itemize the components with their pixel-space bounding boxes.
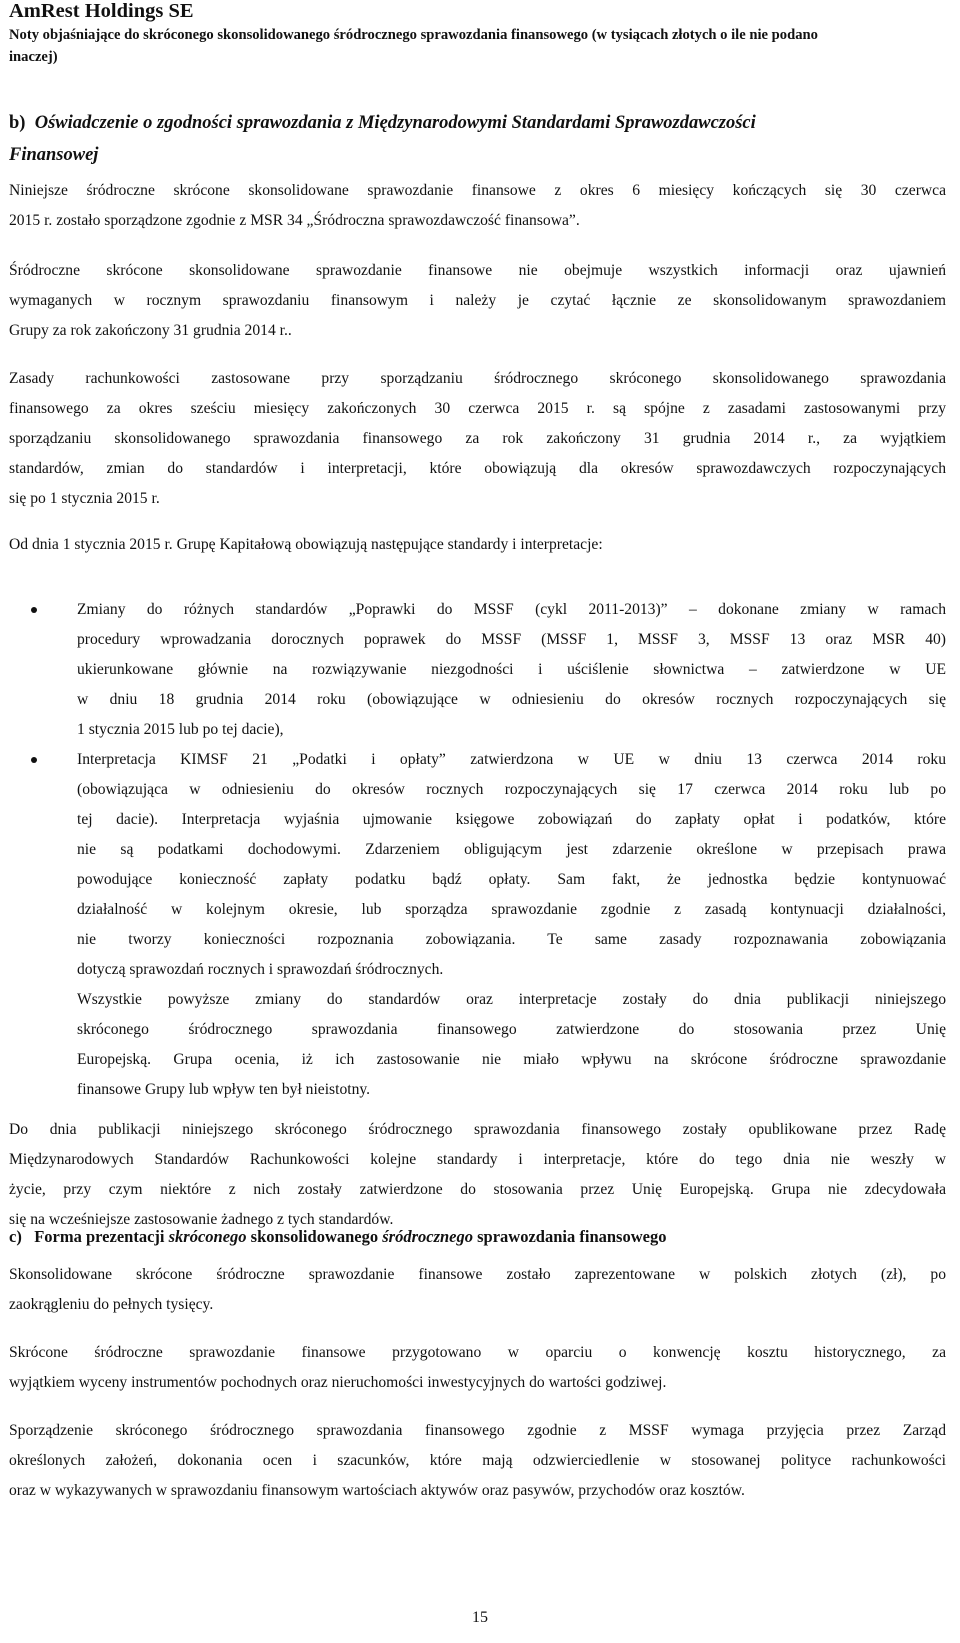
text-line: Interpretacja KIMSF 21 „Podatki i opłaty” zatwierdzona w UE w dniu 13 czerwca 2014 roku	[77, 751, 946, 768]
section-b-label: b)	[9, 113, 26, 133]
text-line: (obowiązująca w odniesieniu do okresów rocznych rozpoczynających się 17 czerwca 2014 roku lub po	[77, 781, 946, 798]
text-line: standardów, zmian do standardów i interpretacji, które obowiązują dla okresów sprawozdawczych rozpoczynających	[9, 460, 946, 477]
section-b-paragraph-5	[9, 1115, 946, 1235]
notes-subtitle	[9, 24, 939, 68]
text-line: nie są podatkami dochodowymi. Zdarzeniem obligującym jest zdarzenie określone w przepisach prawa	[77, 841, 946, 858]
text-line: w dniu 18 grudnia 2014 roku (obowiązujące w odniesieniu do okresów rocznych rozpoczynających się	[77, 691, 946, 708]
notes-subtitle-line: inaczej)	[9, 49, 58, 65]
standards-list	[9, 595, 946, 1105]
text-line: życie, przy czym niektóre z nich zostały zatwierdzone do stosowania przez Unię Europejską. Grupa nie zdecydowała	[9, 1181, 946, 1198]
text-line: dotyczą sprawozdań rocznych i sprawozdań śródrocznych.	[77, 961, 444, 978]
section-c-title-italic: skróconego	[168, 1227, 247, 1246]
list-item	[9, 595, 946, 745]
text-line: Skonsolidowane skrócone śródroczne sprawozdanie finansowe zostało zaprezentowane w polskich złotych (zł), po	[9, 1266, 946, 1283]
text-line: oraz w wykazywanych w sprawozdaniu finansowym wartościach aktywów oraz pasywów, przychodów oraz kosztów.	[9, 1482, 745, 1499]
section-b-title: Oświadczenie o zgodności sprawozdania z Międzynarodowymi Standardami Sprawozdawczości	[34, 113, 756, 133]
text-line: Zasady rachunkowości zastosowane przy sporządzaniu śródrocznego skróconego skonsolidowanego sprawozdania	[9, 370, 946, 387]
text-line: finansowe Grupy lub wpływ ten był nieistotny.	[77, 1081, 371, 1098]
section-c-paragraph-3	[9, 1416, 946, 1506]
text-line: się po 1 stycznia 2015 r.	[9, 490, 160, 507]
text-line: nie tworzy konieczności rozpoznania zobowiązania. Te same zasady rozpoznawania zobowiązania	[77, 931, 946, 948]
text-line: zaokrągleniu do pełnych tysięcy.	[9, 1296, 214, 1313]
text-line: sporządzaniu skonsolidowanego sprawozdania finansowego za rok zakończony 31 grudnia 2014 r., za wyjątkiem	[9, 430, 946, 447]
text-line: ukierunkowane głównie na rozwiązywanie niezgodności i uściślenie słownictwa – zatwierdzone w UE	[77, 661, 946, 678]
list-item	[9, 745, 946, 1105]
page-number: 15	[472, 1609, 488, 1626]
section-b-paragraph-4	[9, 530, 946, 560]
section-c-title-italic: śródrocznego	[382, 1227, 474, 1246]
text-line: tej dacie). Interpretacja wyjaśnia ujmowanie księgowe zobowiązań do zapłaty opłat i podatków, które	[77, 811, 946, 828]
text-line: powodujące konieczność zapłaty podatku bądź opłaty. Sam fakt, że jednostka będzie kontynuować	[77, 871, 946, 888]
bullet-icon	[31, 607, 37, 613]
text-line: Do dnia publikacji niniejszego skróconego śródrocznego sprawozdania finansowego zostały opublikowane przez Radę	[9, 1121, 946, 1138]
text-line: wyjątkiem wyceny instrumentów pochodnych oraz nieruchomości inwestycyjnych do wartości godziwej.	[9, 1374, 667, 1391]
notes-subtitle-line: Noty objaśniające do skróconego skonsolidowanego śródrocznego sprawozdania finansowego (w tysiącach złotych o ile nie podano	[9, 27, 818, 43]
text-line: skróconego śródrocznego sprawozdania finansowego zatwierdzone do stosowania przez Unię	[77, 1021, 946, 1038]
text-line: Sporządzenie skróconego śródrocznego sprawozdania finansowego zgodnie z MSSF wymaga przyjęcia przez Zarząd	[9, 1422, 946, 1439]
section-b-title-cont: Finansowej	[9, 145, 99, 165]
section-b-heading	[9, 107, 939, 171]
section-c-paragraph-2	[9, 1338, 946, 1398]
company-name: AmRest Holdings SE	[9, 0, 194, 22]
bullet-icon	[31, 757, 37, 763]
section-b-paragraph-3	[9, 364, 946, 514]
text-line: Skrócone śródroczne sprawozdanie finansowe przygotowano w oparciu o konwencję kosztu historycznego, za	[9, 1344, 946, 1361]
text-line: określonych założeń, dokonania ocen i szacunków, które mają odzwierciedlenie w stosowanej polityce rachunkowości	[9, 1452, 946, 1469]
text-line: działalność w kolejnym okresie, lub sporządza sprawozdanie zgodnie z zasadą kontynuacji działalności,	[77, 901, 946, 918]
text-line: Od dnia 1 stycznia 2015 r. Grupę Kapitałową obowiązują następujące standardy i interpretacje:	[9, 536, 603, 553]
section-c-heading	[9, 1226, 939, 1248]
text-line: Międzynarodowych Standardów Rachunkowości kolejne standardy i interpretacje, które do tego dnia nie weszły w	[9, 1151, 946, 1168]
section-c-title: sprawozdania finansowego	[473, 1227, 667, 1246]
text-line: Zmiany do różnych standardów „Poprawki do MSSF (cykl 2011-2013)” – dokonane zmiany w ramach	[77, 601, 946, 618]
text-line: Śródroczne skrócone skonsolidowane sprawozdanie finansowe nie obejmuje wszystkich informacji oraz ujawnień	[9, 262, 946, 279]
section-b-paragraph-1	[9, 176, 946, 236]
text-line: Wszystkie powyższe zmiany do standardów oraz interpretacje zostały do dnia publikacji niniejszego	[77, 991, 946, 1008]
text-line: 2015 r. zostało sporządzone zgodnie z MSR 34 „Śródroczna sprawozdawczość finansowa”.	[9, 212, 580, 229]
text-line: wymaganych w rocznym sprawozdaniu finansowym i należy je czytać łącznie ze skonsolidowanym sprawozdaniem	[9, 292, 946, 309]
text-line: Europejską. Grupa ocenia, iż ich zastosowanie nie miało wpływu na skrócone śródroczne sprawozdanie	[77, 1051, 946, 1068]
section-b-paragraph-2	[9, 256, 946, 346]
section-c-title: skonsolidowanego	[246, 1227, 383, 1246]
text-line: finansowego za okres sześciu miesięcy zakończonych 30 czerwca 2015 r. są spójne z zasadami zastosowanymi przy	[9, 400, 946, 417]
section-c-paragraph-1	[9, 1260, 946, 1320]
text-line: Niniejsze śródroczne skrócone skonsolidowane sprawozdanie finansowe z okres 6 miesięcy kończących się 30 czerwca	[9, 182, 946, 199]
text-line: Grupy za rok zakończony 31 grudnia 2014 r..	[9, 322, 292, 339]
section-c-title: Forma prezentacji	[34, 1227, 169, 1246]
text-line: procedury wprowadzania dorocznych poprawek do MSSF (MSSF 1, MSSF 3, MSSF 13 oraz MSR 40)	[77, 631, 946, 648]
section-c-label: c)	[9, 1227, 22, 1246]
text-line: 1 stycznia 2015 lub po tej dacie),	[77, 721, 284, 738]
text-line: się na wcześniejsze zastosowanie żadnego z tych standardów.	[9, 1211, 394, 1228]
